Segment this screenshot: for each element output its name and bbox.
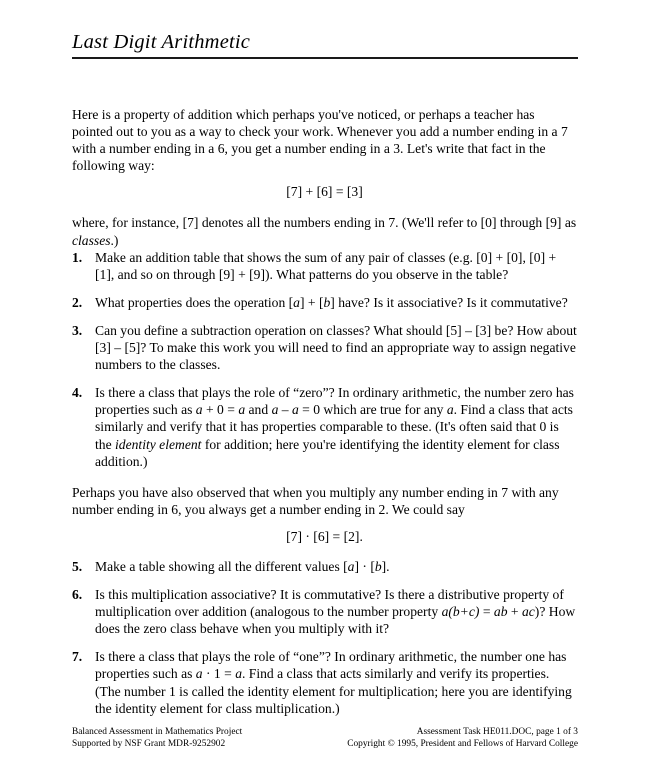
question-4-var-a1: a [195,402,203,418]
equation-1-wrapper [72,183,577,200]
equation-addition: [7] + [6] = [3] [286,184,363,200]
question-4-identity-element-italic: identity element [115,436,202,452]
question-4-text-6: . Find a class that acts similarly and verify that it has properties comparable to these. (It's often said that 0 is the [95,402,573,452]
classes-definition-paragraph [72,214,577,248]
list-item-question-1 [72,249,577,283]
question-6-expr-2: ab [493,604,508,620]
multiplication-intro-paragraph: Perhaps you have also observed that when you multiply any number ending in 7 with any number ending in 6, you always get a number ending in 2. We could say [72,484,559,517]
question-2-text-1: What properties does the operation [ [95,294,294,310]
footer-left-block [72,726,242,751]
list-item-question-5 [72,558,577,575]
classes-def-text-2: .) [110,232,119,248]
question-7-text-3: . Find a class that acts similarly and verify its properties. (The number 1 is called the identity element for multiplication; here you are identifying the identity element for class multiplication.) [95,666,572,716]
question-7-var-a1: a [195,666,203,682]
question-6-text-1: Is this multiplication associative? It is commutative? Is there a distributive property of multiplication over addition (analogous to the number property [95,587,564,620]
question-4-text-5: = 0 which are true for any [298,402,447,418]
question-2-text-3: ] have? Is it associative? Is it commutative? [330,294,568,310]
question-4-text-2: + 0 = [202,402,239,418]
question-4-var-a3: a [271,402,279,418]
question-7-text-1: Is there a class that plays the role of “one”? In ordinary arithmetic, the number one has properties such as [95,649,567,682]
question-7-number: 7. [72,649,83,665]
questions-list-part-2 [72,558,577,717]
question-7-var-a2: a [235,666,242,682]
question-6-number: 6. [72,587,83,603]
list-item-question-7 [72,648,577,716]
question-4-var-a5: a [446,402,454,418]
question-5-text-3: ]. [381,558,390,574]
footer-copyright: Copyright © 1995, President and Fellows of Harvard College [347,739,578,750]
question-3-text: Can you define a subtraction operation on classes? What should [5] – [3] be? How about [3] – [5]? To make this work you will need to find an appropriate way to assign negative numbers to the classes. [95,322,577,373]
question-6-expr-3: ac [521,604,535,620]
question-4-var-a4: a [291,402,299,418]
question-5-var-a: a [347,558,355,574]
question-2-var-b: b [323,294,331,310]
document-body [72,106,577,717]
question-2-text-2: ] + [ [299,294,324,310]
question-4-number: 4. [72,385,83,401]
list-item-question-4 [72,384,577,469]
question-2-number: 2. [72,294,83,310]
question-6-text-4: )? How does the zero class behave when you multiply with it? [95,604,576,637]
question-5-number: 5. [72,558,83,574]
question-4-text-1: Is there a class that plays the role of “zero”? In ordinary arithmetic, the number zero has properties such as [95,385,574,418]
equation-multiplication: [7] · [6] = [2]. [286,528,363,544]
page-footer [72,726,578,751]
question-6-text-3: + [507,604,522,620]
equation-2-wrapper [72,528,577,545]
question-5-text-2: ] · [ [354,558,375,574]
list-item-question-2 [72,294,577,311]
footer-project-name: Balanced Assessment in Mathematics Project [72,727,243,737]
question-5-text-1: Make a table showing all the different values [ [95,558,348,574]
classes-def-text-1: where, for instance, [7] denotes all the numbers ending in 7. (We'll refer to [0] through [9] as [72,215,577,231]
question-6-expr-1: a(b+c) [441,604,480,620]
title-block [72,31,578,59]
question-5-var-b: b [374,558,382,574]
footer-right-block [347,726,578,751]
intro-paragraph: Here is a property of addition which perhaps you've noticed, or perhaps a teacher has pointed out to you as a way to check your work. Whenever you add a number ending in a 7 with a number ending in a 6, you get a number ending in a 3. Let's write that fact in the following way: [72,107,568,174]
question-2-var-a: a [293,294,300,310]
footer-grant-info: Supported by NSF Grant MDR-9252902 [72,739,226,750]
question-4-text-4: – [278,402,292,418]
question-4-text-7: for addition; here you're identifying the identity element for class addition.) [95,436,560,469]
question-3-number: 3. [72,322,83,338]
question-7-text-2: · 1 = [202,666,236,682]
list-item-question-3 [72,322,577,373]
footer-task-id: Assessment Task HE011.DOC, page 1 of 3 [416,727,578,737]
classes-def-italic: classes [72,232,111,248]
question-4-text-3: and [245,402,272,418]
question-4-var-a2: a [238,402,246,418]
list-item-question-6 [72,586,577,637]
question-1-number: 1. [72,249,83,265]
title-divider [72,57,578,59]
question-6-text-2: = [479,604,494,620]
question-1-text: Make an addition table that shows the sum of any pair of classes (e.g. [0] + [0], [0] + [1], and so on through [9] + [9]). What patterns do you observe in the table? [95,249,557,282]
page-title: Last Digit Arithmetic [72,31,251,53]
footer-row [72,726,578,751]
questions-list-part-1 [72,249,577,470]
